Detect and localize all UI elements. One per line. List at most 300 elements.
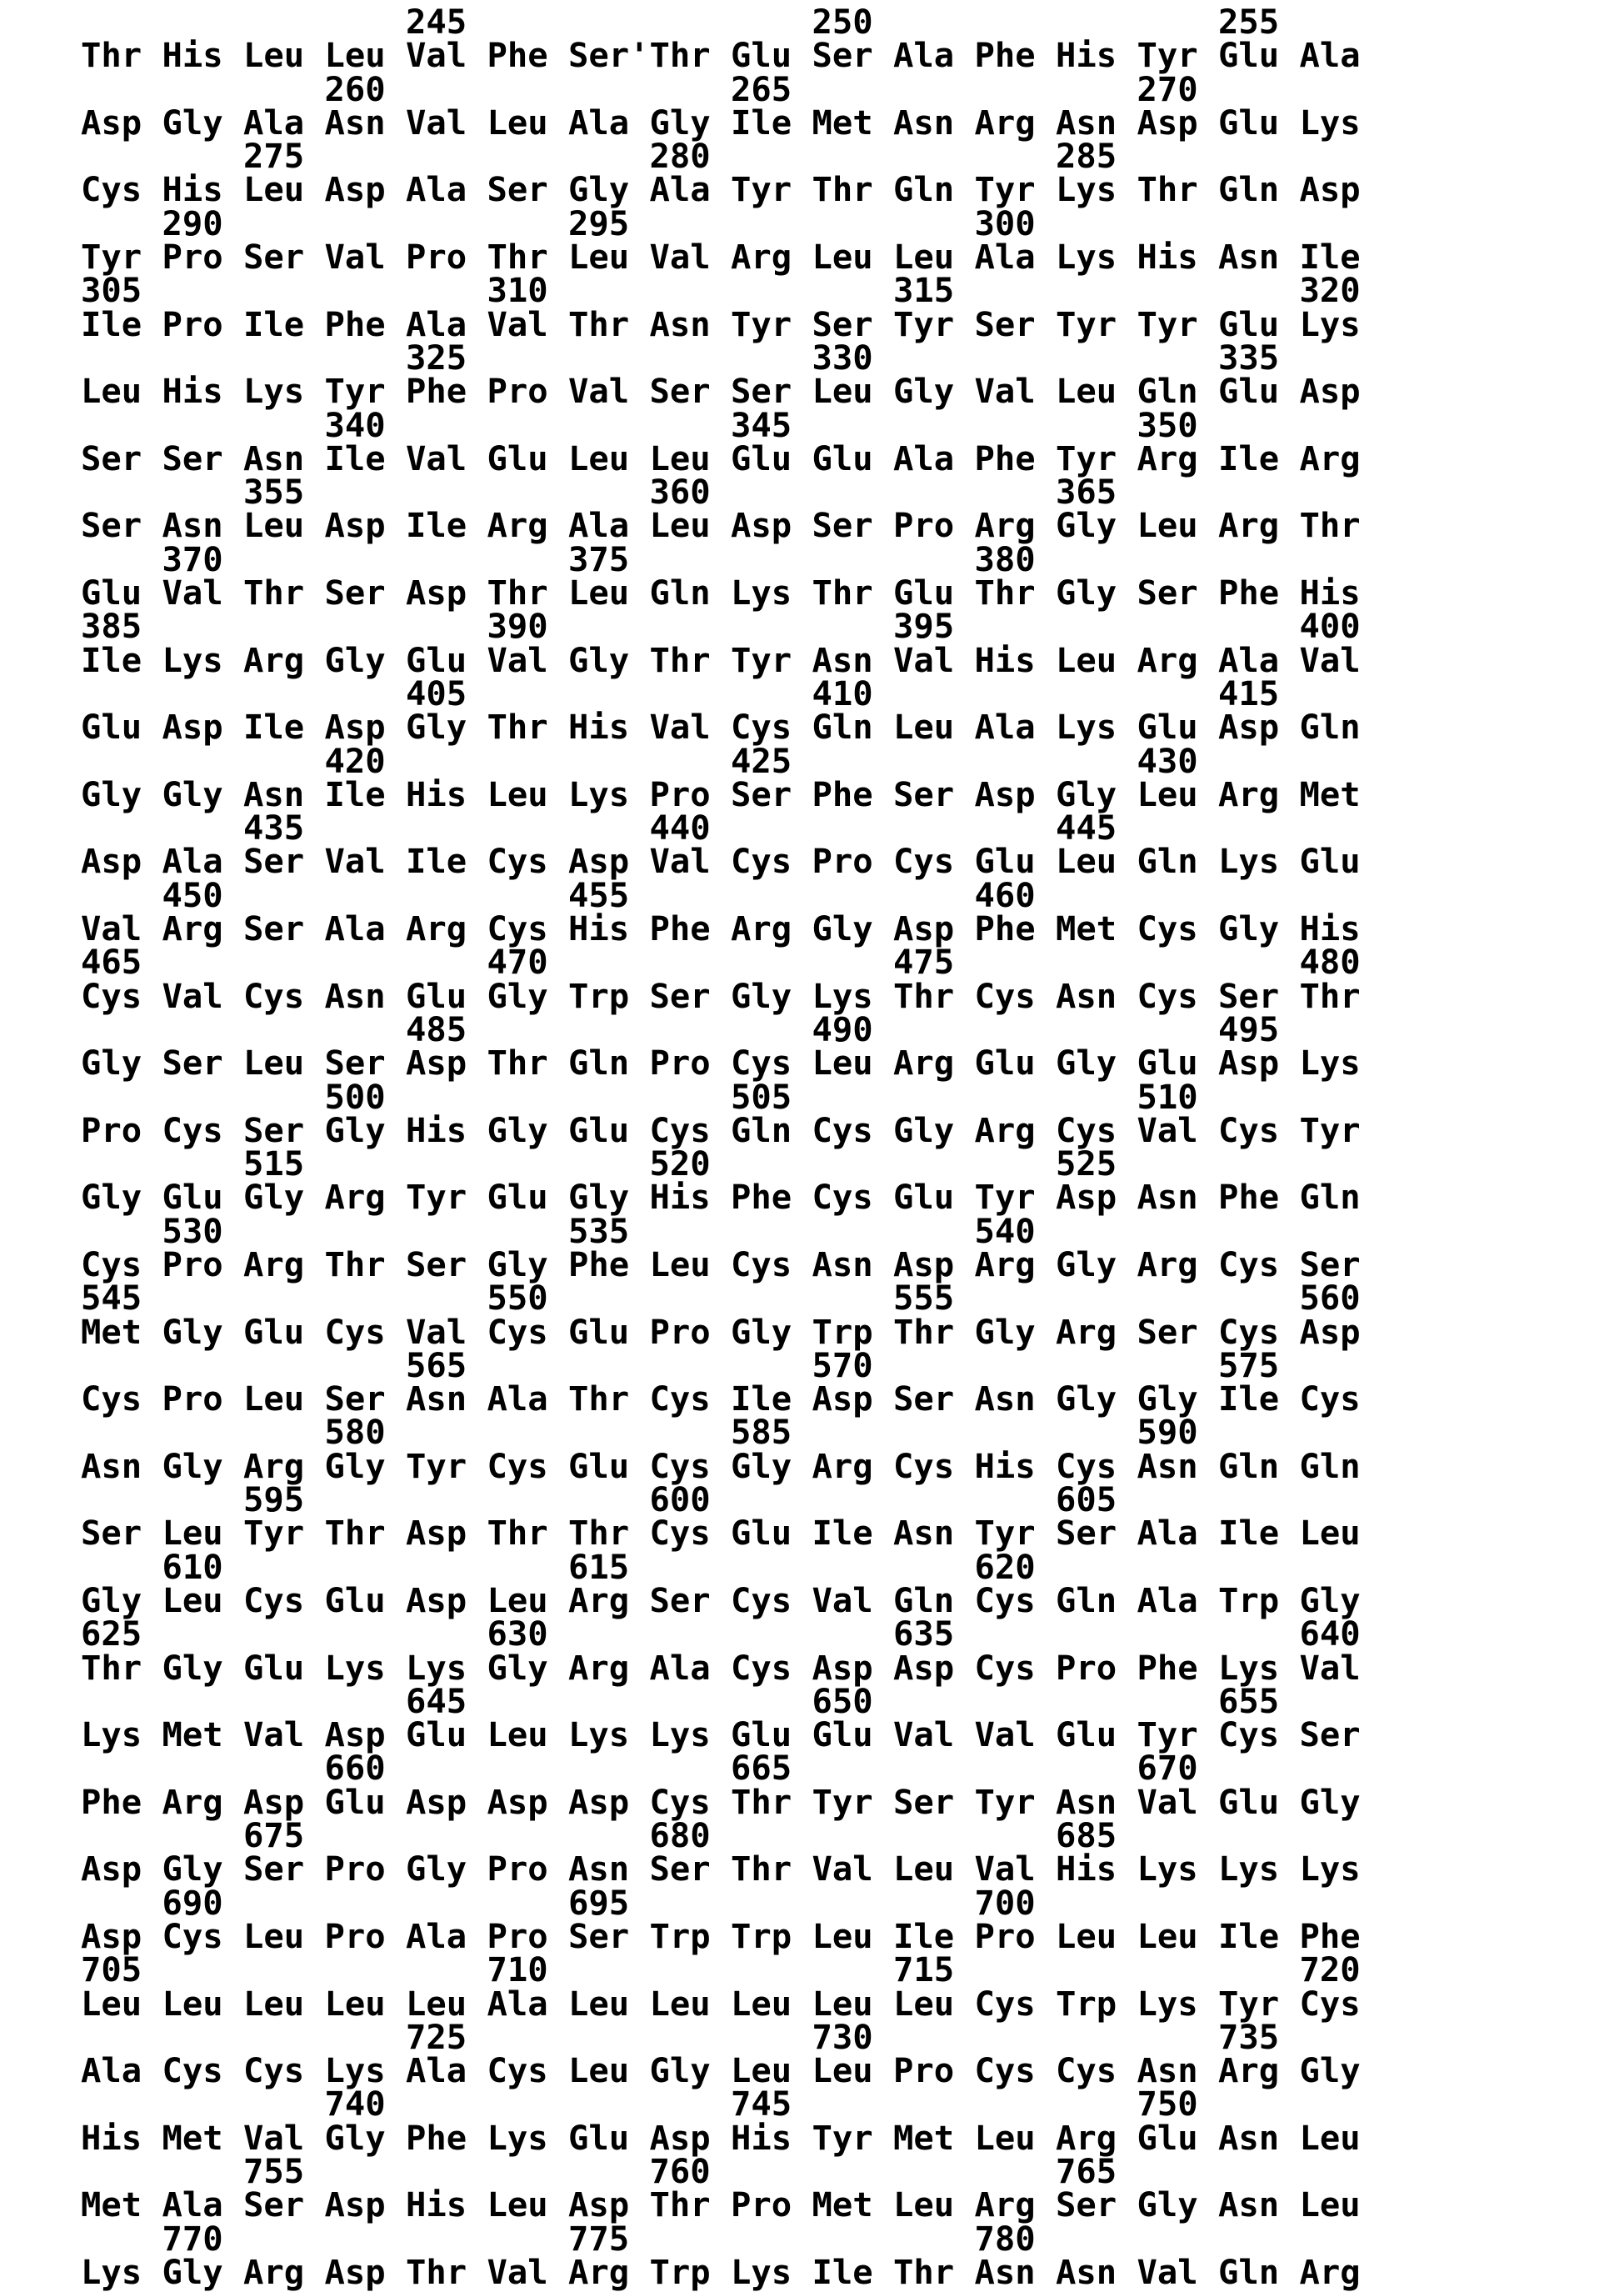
residue: Glu (812, 438, 873, 478)
position-number-line (81, 1344, 1381, 1385)
residue: Arg (243, 639, 305, 680)
residue: Lys (81, 2251, 142, 2292)
residue: Val (162, 573, 223, 613)
residue: Ser (893, 1781, 955, 1822)
residue: Glu (81, 707, 142, 748)
residue: Pro (324, 1915, 386, 1956)
residue: Phe (1218, 573, 1280, 613)
residue: Ser (812, 505, 873, 546)
residue: Ile (1218, 1915, 1280, 1956)
residue: His (1137, 237, 1198, 278)
residue: Ser (649, 1579, 711, 1620)
residue: Lys (1299, 102, 1361, 143)
residue: Ser (812, 303, 873, 344)
residue: Asn (1056, 975, 1117, 1016)
residue: Ala (324, 908, 386, 949)
residue: Ser (243, 1849, 305, 1889)
residue: Pro (487, 371, 548, 412)
residue: Phe (974, 908, 1036, 949)
residue: Arg (1218, 773, 1280, 814)
residue: Ala (1137, 1579, 1198, 1620)
residue: Gly (974, 1311, 1036, 1352)
residue: Gly (568, 169, 630, 210)
residue: Gly (1056, 1244, 1117, 1284)
residue: Gln (568, 1043, 630, 1083)
residue: Cys (81, 1379, 142, 1419)
residue: Cys (812, 1177, 873, 1218)
position-number: 610 (162, 1546, 223, 1587)
residue: Glu (731, 438, 792, 478)
position-number: 570 (812, 1344, 873, 1385)
residue: His (81, 2117, 142, 2158)
residue: Ser (81, 1513, 142, 1554)
residue: Ala (1299, 35, 1361, 76)
residue: Tyr (81, 237, 142, 278)
residue: His (1056, 1849, 1117, 1889)
residue: Gly (812, 908, 873, 949)
residue: Gly (1299, 1781, 1361, 1822)
residue: Gly (893, 1109, 955, 1150)
residue: Arg (974, 505, 1036, 546)
residue-line (81, 1849, 1381, 1889)
position-number: 700 (974, 1882, 1036, 1923)
residue: Gly (324, 2117, 386, 2158)
residue: Lys (81, 1714, 142, 1755)
position-number: 260 (324, 68, 386, 109)
residue: Gln (1137, 371, 1198, 412)
residue: Glu (1218, 35, 1280, 76)
residue: Ile (243, 707, 305, 748)
residue-line (81, 2251, 1381, 2292)
residue: Leu (568, 237, 630, 278)
residue: Asn (1056, 102, 1117, 143)
residue: Leu (243, 35, 305, 76)
residue: Val (1299, 639, 1361, 680)
residue: Asp (243, 1781, 305, 1822)
position-number: 335 (1218, 337, 1280, 378)
residue: Glu (568, 2117, 630, 2158)
position-number: 265 (731, 68, 792, 109)
residue: Gly (568, 639, 630, 680)
residue: Ser (893, 1379, 955, 1419)
residue: Arg (812, 1445, 873, 1486)
residue: Gln (812, 707, 873, 748)
residue: Pro (487, 1915, 548, 1956)
residue: Gln (1137, 841, 1198, 882)
position-number: 300 (974, 203, 1036, 243)
residue: Asp (81, 1915, 142, 1956)
residue: Ser (243, 237, 305, 278)
residue: Asp (568, 1781, 630, 1822)
residue: Cys (243, 1579, 305, 1620)
residue: Phe (406, 371, 467, 412)
position-number: 340 (324, 404, 386, 445)
residue: Tyr (1137, 35, 1198, 76)
residue: Ser (81, 438, 142, 478)
residue: Thr (649, 35, 711, 76)
residue: Arg (162, 908, 223, 949)
position-number: 380 (974, 538, 1036, 579)
residue: Leu (974, 2117, 1036, 2158)
residue: Thr (406, 2251, 467, 2292)
residue: Leu (487, 1714, 548, 1755)
residue: Ile (1299, 237, 1361, 278)
residue: Met (81, 2184, 142, 2225)
position-number: 655 (1218, 1680, 1280, 1721)
residue: Leu (324, 1983, 386, 2024)
position-number-line (81, 404, 1381, 445)
position-number-line (81, 2218, 1381, 2259)
residue: Asp (1299, 169, 1361, 210)
residue: Cys (243, 2050, 305, 2091)
residue: Leu (893, 237, 955, 278)
residue: Cys (1218, 1311, 1280, 1352)
residue: Arg (487, 505, 548, 546)
residue: Ser (324, 1043, 386, 1083)
residue: Phe (568, 1244, 630, 1284)
residue: Val (568, 371, 630, 412)
residue: Asp (893, 908, 955, 949)
position-number: 330 (812, 337, 873, 378)
position-number: 745 (731, 2084, 792, 2124)
residue: Arg (1299, 438, 1361, 478)
residue: Cys (974, 1983, 1036, 2024)
residue: Phe (81, 1781, 142, 1822)
residue: Leu (1056, 1915, 1117, 1956)
residue: Trp (731, 1915, 792, 1956)
residue: Pro (812, 841, 873, 882)
residue: Val (324, 841, 386, 882)
residue-line (81, 573, 1381, 613)
residue: Pro (649, 773, 711, 814)
residue: Cys (974, 1647, 1036, 1688)
residue: Asp (324, 1714, 386, 1755)
residue: Phe (324, 303, 386, 344)
residue: Lys (1056, 169, 1117, 210)
residue: Asn (1218, 2184, 1280, 2225)
residue: Pro (893, 505, 955, 546)
residue: Pro (649, 1311, 711, 1352)
position-number-line (81, 673, 1381, 713)
residue: Ala (649, 1647, 711, 1688)
residue: Ala (406, 303, 467, 344)
residue: Glu (1056, 1714, 1117, 1755)
residue: Val (406, 1311, 467, 1352)
residue: Leu (162, 1513, 223, 1554)
residue: Gly (1218, 908, 1280, 949)
residue: Lys (731, 2251, 792, 2292)
residue: Ala (81, 2050, 142, 2091)
residue: Tyr (731, 639, 792, 680)
position-number: 440 (649, 808, 711, 848)
residue-line (81, 773, 1381, 814)
residue: Arg (974, 1109, 1036, 1150)
residue: Leu (487, 773, 548, 814)
residue: Cys (81, 169, 142, 210)
position-number: 365 (1056, 472, 1117, 513)
residue: Val (649, 707, 711, 748)
position-number: 625 (81, 1614, 142, 1654)
residue: Leu (162, 1579, 223, 1620)
residue: Val (1299, 1647, 1361, 1688)
residue: Met (162, 1714, 223, 1755)
residue: Gly (649, 102, 711, 143)
residue: Ala (1218, 639, 1280, 680)
residue: Leu (81, 371, 142, 412)
position-number-line (81, 2151, 1381, 2191)
residue-line (81, 975, 1381, 1016)
residue-line (81, 2184, 1381, 2225)
residue: Cys (1137, 908, 1198, 949)
residue: Glu (893, 1177, 955, 1218)
position-number: 715 (893, 1949, 955, 1990)
residue: Leu (1056, 371, 1117, 412)
residue: Thr (893, 1311, 955, 1352)
residue: Asp (406, 1781, 467, 1822)
residue-line (81, 2117, 1381, 2158)
residue: Gly (243, 1177, 305, 1218)
residue: Gly (893, 371, 955, 412)
residue: Ser (487, 169, 548, 210)
residue: Asp (324, 707, 386, 748)
position-number: 705 (81, 1949, 142, 1990)
residue: Ser (81, 505, 142, 546)
residue: Lys (1218, 1647, 1280, 1688)
residue: Leu (812, 1043, 873, 1083)
residue: Gly (406, 707, 467, 748)
residue: Arg (568, 2251, 630, 2292)
position-number: 455 (568, 874, 630, 915)
residue: Leu (812, 2050, 873, 2091)
position-number: 315 (893, 270, 955, 311)
residue: Lys (731, 573, 792, 613)
residue-line (81, 1043, 1381, 1083)
residue: His (974, 1445, 1036, 1486)
position-number: 585 (731, 1412, 792, 1453)
residue: Cys (1299, 1379, 1361, 1419)
residue: Ile (406, 841, 467, 882)
residue: Lys (568, 1714, 630, 1755)
residue: Gly (649, 2050, 711, 2091)
residue: Leu (731, 1983, 792, 2024)
residue: Asn (243, 773, 305, 814)
residue: Gly (568, 1177, 630, 1218)
residue: Asp (812, 1379, 873, 1419)
position-number-line (81, 1882, 1381, 1923)
residue: Ile (81, 639, 142, 680)
position-number: 615 (568, 1546, 630, 1587)
residue: Ala (406, 1915, 467, 1956)
residue: Ser (649, 1849, 711, 1889)
residue: Cys (162, 1109, 223, 1150)
residue: Gly (731, 1445, 792, 1486)
residue: Asp (81, 102, 142, 143)
residue: Gly (1137, 1379, 1198, 1419)
residue: Ser (974, 303, 1036, 344)
residue: Leu (487, 2184, 548, 2225)
residue: Asn (974, 1379, 1036, 1419)
residue: Asp (649, 2117, 711, 2158)
residue: Ile (893, 1915, 955, 1956)
position-number-line (81, 68, 1381, 109)
residue: Thr (487, 1513, 548, 1554)
residue: Arg (974, 1244, 1036, 1284)
position-number: 620 (974, 1546, 1036, 1587)
residue: Ser (731, 773, 792, 814)
residue: Ser (1299, 1244, 1361, 1284)
residue: Lys (812, 975, 873, 1016)
position-number: 600 (649, 1479, 711, 1520)
position-number: 640 (1299, 1614, 1361, 1654)
position-number: 320 (1299, 270, 1361, 311)
residue: Pro (649, 1043, 711, 1083)
residue: Glu (487, 1177, 548, 1218)
residue: Thr (324, 1513, 386, 1554)
residue: Ala (568, 102, 630, 143)
residue: Glu (81, 573, 142, 613)
residue: Tyr (812, 1781, 873, 1822)
position-number: 560 (1299, 1278, 1361, 1319)
residue: Ser (893, 773, 955, 814)
residue: Arg (1137, 1244, 1198, 1284)
residue-line (81, 841, 1381, 882)
residue: Tyr (324, 371, 386, 412)
position-number: 400 (1299, 606, 1361, 647)
residue: Asn (1056, 1781, 1117, 1822)
residue: Asn (324, 102, 386, 143)
position-number: 575 (1218, 1344, 1280, 1385)
position-number: 325 (406, 337, 467, 378)
position-number: 755 (243, 2151, 305, 2191)
residue: Lys (1056, 237, 1117, 278)
residue: Leu (243, 1043, 305, 1083)
residue: Tyr (731, 303, 792, 344)
residue: Thr (487, 573, 548, 613)
residue: Arg (893, 1043, 955, 1083)
position-number: 450 (162, 874, 223, 915)
position-number: 650 (812, 1680, 873, 1721)
residue: Tyr (974, 1177, 1036, 1218)
residue: Lys (568, 773, 630, 814)
position-number: 510 (1137, 1076, 1198, 1117)
residue: Ile (1218, 438, 1280, 478)
residue: Thr (1137, 169, 1198, 210)
residue: Gly (1299, 1579, 1361, 1620)
position-number-line (81, 1546, 1381, 1587)
residue-line (81, 1647, 1381, 1688)
residue: Val (974, 1714, 1036, 1755)
position-number-line (81, 538, 1381, 579)
residue: Phe (1299, 1915, 1361, 1956)
residue: Cys (487, 841, 548, 882)
residue: Gln (649, 573, 711, 613)
position-number: 505 (731, 1076, 792, 1117)
position-number-line (81, 136, 1381, 177)
residue: His (406, 1109, 467, 1150)
position-number: 590 (1137, 1412, 1198, 1453)
residue: Lys (324, 1647, 386, 1688)
residue: Lys (1299, 1043, 1361, 1083)
position-number: 780 (974, 2218, 1036, 2259)
residue-line (81, 1177, 1381, 1218)
residue: Gly (162, 1849, 223, 1889)
residue: Phe (406, 2117, 467, 2158)
residue: Lys (1299, 303, 1361, 344)
position-number: 525 (1056, 1143, 1117, 1184)
residue: Gln (731, 1109, 792, 1150)
residue: Ser (568, 1915, 630, 1956)
residue: Gly (487, 1109, 548, 1150)
residue: His (162, 169, 223, 210)
residue: Gly (324, 639, 386, 680)
residue: Asn (1137, 1445, 1198, 1486)
residue: Asp (324, 169, 386, 210)
position-number: 695 (568, 1882, 630, 1923)
position-number: 670 (1137, 1748, 1198, 1789)
position-number: 285 (1056, 136, 1117, 177)
residue: His (568, 908, 630, 949)
residue: Tyr (1218, 1983, 1280, 2024)
residue: Ala (487, 1983, 548, 2024)
residue: Cys (81, 975, 142, 1016)
residue: Asn (162, 505, 223, 546)
residue: Trp (649, 2251, 711, 2292)
residue-line (81, 169, 1381, 210)
residue: Phe (731, 1177, 792, 1218)
residue: Val (406, 102, 467, 143)
residue: Asn (406, 1379, 467, 1419)
position-number: 550 (487, 1278, 548, 1319)
residue: Gln (1218, 169, 1280, 210)
residue: Asn (1056, 2251, 1117, 2292)
residue: Thr (487, 1043, 548, 1083)
residue: His (568, 707, 630, 748)
position-number: 490 (812, 1008, 873, 1049)
residue-line (81, 303, 1381, 344)
residue: Phe (974, 438, 1036, 478)
residue: Ser (649, 371, 711, 412)
residue: Thr (324, 1244, 386, 1284)
residue: Ile (812, 1513, 873, 1554)
residue: Leu (243, 1915, 305, 1956)
residue: Cys (162, 2050, 223, 2091)
residue: Asp (1299, 1311, 1361, 1352)
residue: Glu (1137, 2117, 1198, 2158)
position-number: 735 (1218, 2016, 1280, 2057)
residue: Ser (1056, 2184, 1117, 2225)
residue: Leu (649, 438, 711, 478)
residue: Ser (649, 975, 711, 1016)
residue: Gln (893, 169, 955, 210)
residue: His (162, 35, 223, 76)
residue: His (406, 2184, 467, 2225)
residue: Phe (812, 773, 873, 814)
residue: Glu (568, 1445, 630, 1486)
residue: Ile (81, 303, 142, 344)
position-number: 360 (649, 472, 711, 513)
residue: Lys (1218, 1849, 1280, 1889)
residue: Gly (81, 1043, 142, 1083)
residue: Asn (1137, 2050, 1198, 2091)
residue: Gly (487, 975, 548, 1016)
position-number: 725 (406, 2016, 467, 2057)
residue: Gln (893, 1579, 955, 1620)
residue: Arg (1299, 2251, 1361, 2292)
residue-line (81, 908, 1381, 949)
residue: Asp (974, 773, 1036, 814)
position-number: 470 (487, 942, 548, 983)
residue: Cys (1218, 1109, 1280, 1150)
